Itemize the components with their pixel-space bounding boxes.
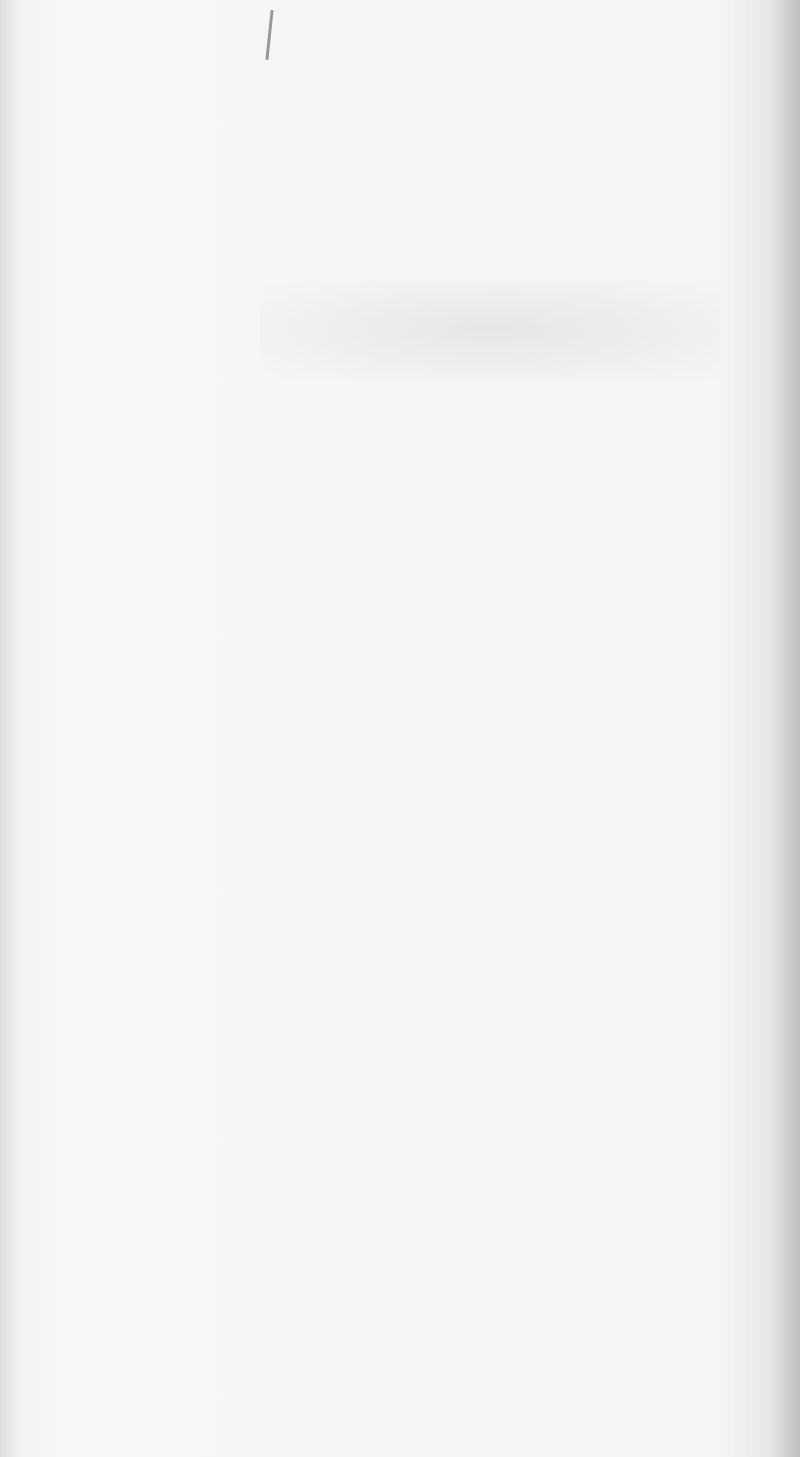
ink-mark (265, 10, 273, 60)
page-header (48, 116, 608, 168)
letter-dateline (140, 310, 640, 362)
